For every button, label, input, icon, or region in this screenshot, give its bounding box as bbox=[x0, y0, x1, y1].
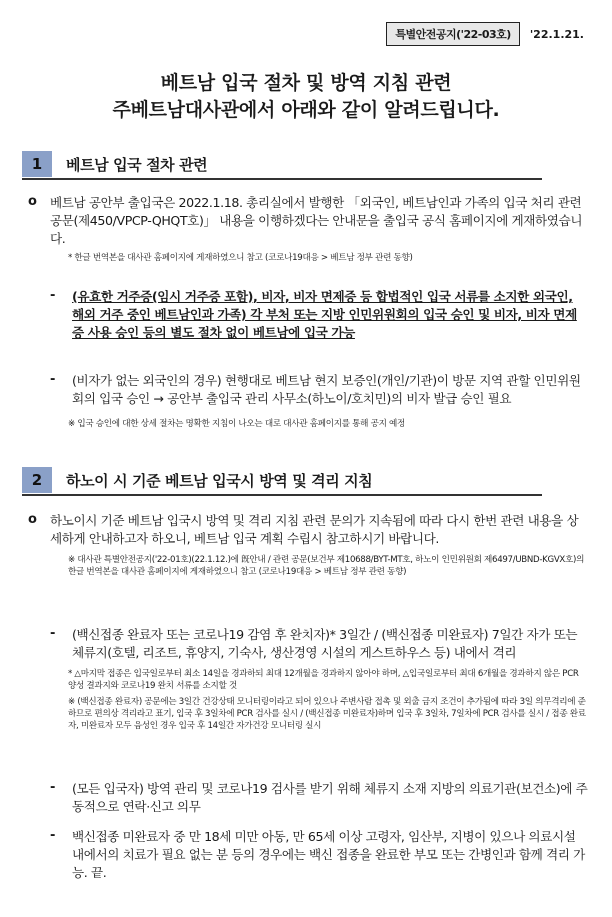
section-2-title: 하노이 시 기준 베트남 입국시 방역 및 격리 지침 bbox=[66, 471, 373, 490]
section-1-dash-1-text: (유효한 거주증(임시 거주증 포함), 비자, 비자 면제증 등 합법적인 입국 서류를 소지한 외국인, 해외 거주 중인 베트남인과 가족) 각 부처 또는 지방 인민위원회의 입국 승인 및 비자, 비자 면제증 사용 승인 등의 별도 절차 없이 베트남에 입국 가능 bbox=[72, 289, 577, 340]
bullet-mark: o bbox=[28, 512, 37, 527]
dash-mark: - bbox=[50, 372, 56, 387]
section-2-number: 2 bbox=[22, 467, 52, 493]
notice-date: '22.1.21. bbox=[529, 27, 584, 41]
end-mark: 끝. bbox=[90, 865, 107, 880]
section-1-dash-2 bbox=[28, 372, 588, 430]
section-1-dash-1 bbox=[28, 288, 588, 342]
bullet-mark: o bbox=[28, 194, 37, 209]
title-line-2: 주베트남대사관에서 아래와 같이 알려드립니다. bbox=[112, 99, 500, 121]
dash-mark: - bbox=[50, 288, 56, 303]
section-2-bullet-text: 하노이시 기준 베트남 입국시 방역 및 격리 지침 관련 문의가 지속됨에 따라 다시 한번 관련 내용을 상세하게 안내하고자 하오니, 베트남 입국 계획 수립시 참고하시기 바랍니다. bbox=[50, 513, 579, 546]
section-1-bullet bbox=[28, 194, 588, 264]
section-2-dash-1 bbox=[28, 626, 588, 732]
section-2-bullet-note: ※ 대사관 특별안전공지('22-01호)(22.1.12.)에 旣안내 / 관련 공문(보건부 제10688/BYT-MT호, 하노이 인민위원회 제6497/UBND-KGVX호)의 한글 번역본을 대사관 홈페이지에 게재하였으니 참고 (코로나19대응 > 베트남 정부 관련 동향) bbox=[68, 555, 585, 577]
dash-mark: - bbox=[50, 828, 56, 843]
section-1-bullet-text: 베트남 공안부 출입국은 2022.1.18. 총리실에서 발행한 「외국인, 베트남인과 가족의 입국 처리 관련 공문(제450/VPCP-QHQT호)」 내용을 이행하겠다는 안내문을 출입국 공식 홈페이지에 게재하였습니다. bbox=[50, 195, 583, 246]
section-1-title: 베트남 입국 절차 관련 bbox=[66, 155, 208, 174]
section-2-dash-1-text: (백신접종 완료자 또는 코로나19 감염 후 완치자)* 3일간 / (백신접종 미완료자) 7일간 자가 또는 체류지(호텔, 리조트, 휴양지, 기숙사, 생산경영 시설의 게스트하우스 등) 내에서 격리 bbox=[72, 627, 578, 660]
section-2-dash-1-note-1: * △마지막 접종은 입국일로부터 최소 14일을 경과하되 최대 12개월을 경과하지 않아야 하며, △입국일로부터 최대 6개월을 경과하지 않은 PCR 양성 결과지와 코로나19 완치 서류를 소지할 것 bbox=[68, 669, 579, 691]
section-2-heading bbox=[22, 466, 542, 496]
section-2-dash-2-text: (모든 입국자) 방역 관리 및 코로나19 검사를 받기 위해 체류지 소재 지방의 의료기관(보건소)에 주동적으로 연락·신고 의무 bbox=[72, 781, 588, 814]
section-2-dash-3-text: 백신접종 미완료자 중 만 18세 미만 아동, 만 65세 이상 고령자, 임산부, 지병이 있으나 의료시설 내에서의 치료가 필요 없는 분 등의 경우에는 백신 접종을 완료한 부모 또는 간병인과 함께 격리 가능. bbox=[72, 829, 585, 880]
notice-header bbox=[386, 22, 584, 46]
section-1-dash-2-note: ※ 입국 승인에 대한 상세 절차는 명확한 지침이 나오는 대로 대사관 홈페이지를 통해 공지 예정 bbox=[68, 419, 406, 429]
section-1-dash-2-text: (비자가 없는 외국인의 경우) 현행대로 베트남 현지 보증인(개인/기관)이 방문 지역 관할 인민위원회의 입국 승인 → 공안부 출입국 관리 사무소(하노이/호치민)의 비자 발급 승인 필요 bbox=[72, 373, 581, 406]
dash-mark: - bbox=[50, 780, 56, 795]
section-2-bullet bbox=[28, 512, 588, 578]
title-line-1: 베트남 입국 절차 및 방역 지침 관련 bbox=[160, 72, 452, 94]
section-2-dash-3 bbox=[28, 828, 588, 882]
section-1-heading bbox=[22, 150, 542, 180]
section-1-number: 1 bbox=[22, 151, 52, 177]
section-2-dash-1-note-2: ※ (백신접종 완료자) 공문에는 3일간 건강상태 모니터링이라고 되어 있으나 주변사람 접촉 및 외출 금지 조건이 추가됨에 따라 3일 의무격리에 준하므로 편의상 격리라고 표기, 입국 후 3일차에 PCR 검사를 실시 / (백신접종 미완료자)하며 입국 후 3일차, 7일차에 PCR 검사를 실시 / 접종 완료자, 미완료자 모두 음성인 경우 입국 후 14일간 자가건강 모니터링 실시 bbox=[68, 697, 586, 731]
dash-mark: - bbox=[50, 626, 56, 641]
notice-number: 특별안전공지('22-03호) bbox=[386, 22, 520, 46]
section-1-bullet-note: * 한글 번역본을 대사관 홈페이지에 게재하였으니 참고 (코로나19대응 > 베트남 정부 관련 동향) bbox=[68, 253, 413, 263]
page-title bbox=[0, 70, 612, 124]
section-2-dash-2 bbox=[28, 780, 588, 816]
